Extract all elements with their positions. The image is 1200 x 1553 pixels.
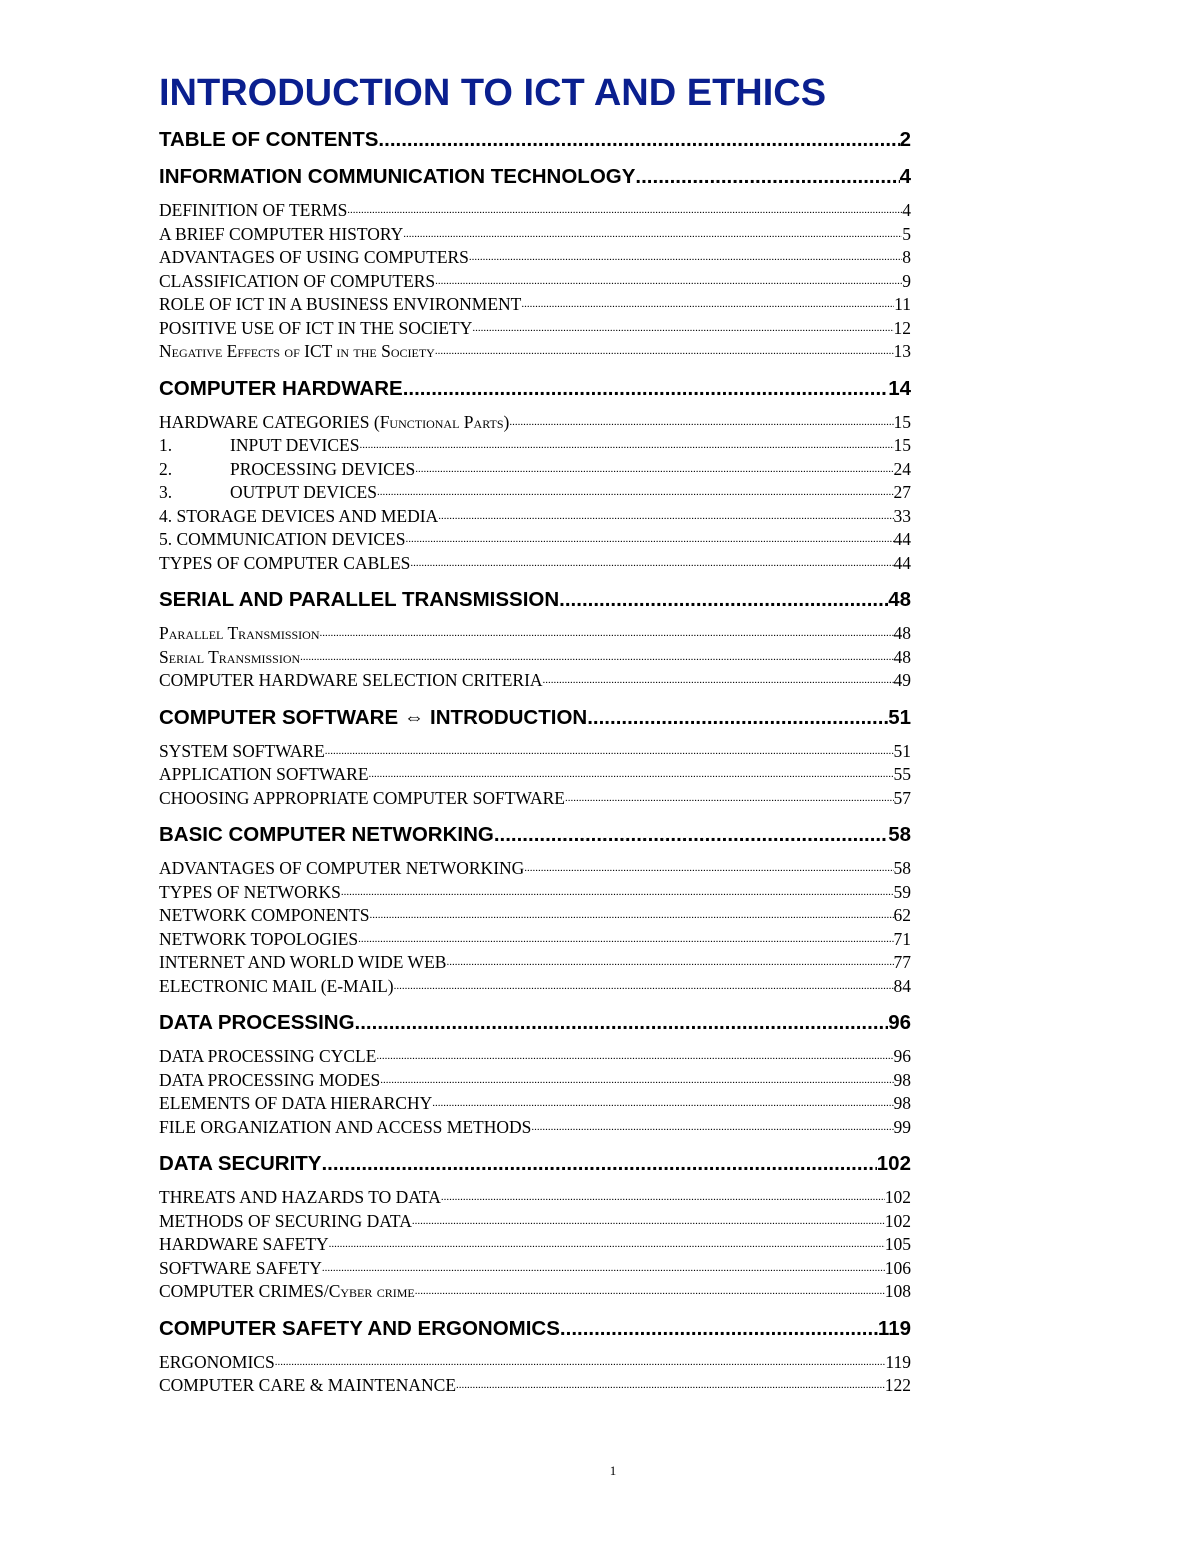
toc-page-number: 44 xyxy=(893,529,911,549)
toc-entry-title xyxy=(159,165,635,189)
toc-entry-title xyxy=(159,128,378,152)
toc-subentry[interactable] xyxy=(159,763,911,787)
dot-leader xyxy=(415,1280,885,1304)
dot-leader xyxy=(410,552,893,576)
toc-entry-title xyxy=(159,377,403,401)
toc-subentry[interactable] xyxy=(159,1374,911,1398)
toc-page-number: 14 xyxy=(888,376,911,400)
toc-subentry[interactable] xyxy=(159,528,911,552)
dot-leader xyxy=(325,740,894,764)
toc-entry-text: HARDWARE SAFETY xyxy=(159,1234,329,1254)
dot-leader xyxy=(394,975,894,999)
toc-entry-text: FILE ORGANIZATION AND ACCESS METHODS xyxy=(159,1116,532,1137)
toc-entry-text: DATA SECURITY xyxy=(159,1152,322,1175)
toc-subentry[interactable] xyxy=(159,975,911,999)
toc-entry-text: METHODS OF SECURING DATA xyxy=(159,1210,412,1231)
toc-entry-number: 3. xyxy=(159,482,173,502)
toc-subentry[interactable] xyxy=(159,622,911,646)
toc-entry-title xyxy=(159,1045,376,1069)
toc-entry-title xyxy=(159,669,543,693)
toc-entry-text-suffix: ) xyxy=(503,411,510,432)
dot-leader xyxy=(435,340,894,364)
dot-leader xyxy=(438,505,893,529)
toc-page-number: 59 xyxy=(893,881,911,902)
toc-entry-title xyxy=(159,1116,531,1140)
dot-leader xyxy=(412,1210,885,1234)
toc-page-number: 12 xyxy=(893,317,911,338)
toc-page xyxy=(159,70,911,1398)
dot-leader xyxy=(559,588,888,612)
toc-entry-title xyxy=(159,588,559,612)
toc-page-number: 96 xyxy=(893,1046,911,1066)
toc-page-number: 48 xyxy=(893,646,911,667)
toc-subentry[interactable] xyxy=(159,1069,911,1093)
dot-leader xyxy=(378,128,899,152)
toc-entry-title xyxy=(159,1011,355,1035)
dot-leader xyxy=(446,951,893,975)
toc-page-number: 106 xyxy=(884,1257,911,1278)
dot-leader xyxy=(405,528,893,552)
toc-entry-text: Negative Effects of ICT in the Society xyxy=(159,341,435,361)
toc-subentry[interactable] xyxy=(159,1045,911,1069)
toc-subentry[interactable] xyxy=(159,1280,911,1304)
toc-page-number: 24 xyxy=(893,458,911,479)
dot-leader xyxy=(369,763,894,787)
toc-entry-title xyxy=(159,223,403,247)
toc-entry-title xyxy=(159,1092,432,1116)
dot-leader xyxy=(494,823,888,847)
toc-entry-title xyxy=(159,505,438,529)
toc-subentry[interactable] xyxy=(159,1116,911,1140)
toc-entry-text: SERIAL AND PARALLEL TRANSMISSION xyxy=(159,588,560,611)
toc-entry-title xyxy=(159,1257,322,1281)
toc-entry-text: HARDWARE CATEGORIES ( xyxy=(159,411,380,432)
dot-leader xyxy=(300,646,893,670)
toc-page-number: 15 xyxy=(893,411,911,432)
toc-subentry[interactable] xyxy=(159,293,911,317)
toc-subentry[interactable] xyxy=(159,904,911,928)
toc-page-number: 55 xyxy=(893,764,911,784)
dot-leader xyxy=(469,246,902,270)
dot-leader xyxy=(380,1069,893,1093)
toc-entry-text: COMPUTER HARDWARE xyxy=(159,376,403,400)
toc-entry-text: APPLICATION SOFTWARE xyxy=(159,764,369,784)
toc-entry-text: ELEMENTS OF DATA HIERARCHY xyxy=(159,1093,433,1113)
toc-page-number: 96 xyxy=(888,1011,911,1034)
toc-entry-title xyxy=(159,787,565,811)
toc-subentry[interactable] xyxy=(159,340,911,364)
toc-entry-title xyxy=(159,1280,415,1304)
toc-entry-text: SYSTEM SOFTWARE xyxy=(159,740,325,761)
toc-subentry[interactable] xyxy=(159,787,911,811)
dot-leader xyxy=(531,1116,893,1140)
dot-leader xyxy=(472,317,893,341)
toc-entry-title xyxy=(159,823,494,847)
toc-entry-text: OUTPUT DEVICES xyxy=(230,482,377,502)
toc-subentry[interactable] xyxy=(159,1257,911,1281)
toc-entry-text: DEFINITION OF TERMS xyxy=(159,200,348,220)
toc-subentry[interactable] xyxy=(159,458,911,482)
toc-subentry[interactable] xyxy=(159,669,911,693)
toc-subentry[interactable] xyxy=(159,434,911,458)
toc-page-number: 4 xyxy=(902,200,911,220)
toc-entry-text: COMPUTER CARE & MAINTENANCE xyxy=(159,1375,457,1395)
toc-subentry[interactable] xyxy=(159,223,911,247)
dot-leader xyxy=(509,411,893,435)
toc-entry-text: SOFTWARE SAFETY xyxy=(159,1257,322,1278)
toc-subentry[interactable] xyxy=(159,552,911,576)
toc-entry-text: CLASSIFICATION OF COMPUTERS xyxy=(159,270,436,291)
dot-leader xyxy=(376,1045,893,1069)
toc-entry-text: DATA PROCESSING MODES xyxy=(159,1069,381,1090)
toc-entry-text: 4. STORAGE DEVICES AND MEDIA xyxy=(159,505,439,526)
toc-entry-title xyxy=(159,1186,441,1210)
toc-heading-entry[interactable] xyxy=(159,1152,911,1176)
toc-page-number: 102 xyxy=(876,1152,911,1175)
toc-entry-title xyxy=(159,270,435,294)
toc-page-number: 122 xyxy=(884,1375,911,1395)
toc-page-number: 27 xyxy=(893,482,911,502)
toc-heading-entry[interactable] xyxy=(159,377,911,401)
toc-entry-text: COMPUTER CRIMES/ xyxy=(159,1281,329,1301)
toc-subentry[interactable] xyxy=(159,270,911,294)
toc-heading-entry[interactable] xyxy=(159,128,911,152)
toc-entry-title xyxy=(159,528,405,552)
toc-entry-title xyxy=(159,975,394,999)
dot-leader xyxy=(329,1233,885,1257)
dot-leader xyxy=(341,881,894,905)
toc-page-number: 2 xyxy=(899,128,911,151)
toc-subentry[interactable] xyxy=(159,1351,911,1375)
toc-subentry[interactable] xyxy=(159,246,911,270)
toc-page-number: 108 xyxy=(884,1281,911,1301)
toc-subentry[interactable] xyxy=(159,317,911,341)
dot-leader xyxy=(355,1011,889,1035)
toc-heading-entry[interactable] xyxy=(159,588,911,612)
toc-entry-title xyxy=(159,293,521,317)
dot-leader xyxy=(403,223,902,247)
toc-page-number: 98 xyxy=(893,1069,911,1090)
toc-entry-title xyxy=(159,857,524,881)
dot-leader xyxy=(456,1374,885,1398)
toc-page-number: 84 xyxy=(893,975,911,996)
toc-entry-title xyxy=(159,928,358,952)
toc-page-number: 71 xyxy=(893,928,911,949)
toc-subentry[interactable] xyxy=(159,199,911,223)
toc-entry-title xyxy=(159,881,341,905)
toc-subentry[interactable] xyxy=(159,411,911,435)
toc-entry-text: TYPES OF NETWORKS xyxy=(159,881,341,902)
toc-entry-title xyxy=(159,1069,380,1093)
toc-page-number: 119 xyxy=(885,1351,911,1372)
dot-leader xyxy=(275,1351,886,1375)
toc-entry-title xyxy=(159,552,410,576)
toc-entry-number: 1. xyxy=(159,435,173,455)
toc-entry-title xyxy=(159,1210,412,1234)
toc-entry-text: NETWORK COMPONENTS xyxy=(159,905,370,925)
toc-page-number: 9 xyxy=(902,270,911,291)
dot-leader xyxy=(565,787,894,811)
toc-heading-entry[interactable] xyxy=(159,706,911,730)
toc-subentry[interactable] xyxy=(159,881,911,905)
toc-entry-text: PROCESSING DEVICES xyxy=(230,458,416,479)
toc-entry-text: COMPUTER SOFTWARE ⇔ INTRODUCTION xyxy=(159,705,588,729)
toc-subentry[interactable] xyxy=(159,1210,911,1234)
toc-page-number: 11 xyxy=(894,294,911,314)
toc-entry-title xyxy=(159,1233,329,1257)
toc-page-number: 51 xyxy=(893,740,911,761)
toc-page-number: 49 xyxy=(893,670,911,690)
toc-entry-text: BASIC COMPUTER NETWORKING xyxy=(159,823,494,846)
toc-entry-title xyxy=(159,340,435,364)
toc-entry-text: ADVANTAGES OF USING COMPUTERS xyxy=(159,247,469,267)
toc-page-number: 51 xyxy=(888,705,911,729)
toc-entry-text: 5. COMMUNICATION DEVICES xyxy=(159,529,406,549)
dot-leader xyxy=(322,1257,885,1281)
dot-leader xyxy=(415,458,893,482)
toc-page-number: 15 xyxy=(893,435,911,455)
dot-leader xyxy=(521,293,894,317)
toc-entry-text: TYPES OF COMPUTER CABLES xyxy=(159,552,411,573)
toc-entry-text-smallcaps: Functional Parts xyxy=(379,411,504,432)
toc-page-number: 102 xyxy=(884,1210,911,1231)
toc-entry-title xyxy=(159,763,369,787)
toc-page-number: 5 xyxy=(902,223,911,244)
toc-entry-text: COMPUTER HARDWARE SELECTION CRITERIA xyxy=(159,670,543,690)
toc-entry-title xyxy=(159,1374,456,1398)
toc-page-number: 48 xyxy=(888,588,911,611)
toc-entry-text: COMPUTER SAFETY AND ERGONOMICS xyxy=(159,1316,560,1340)
toc-entry-text: ELECTRONIC MAIL (E-MAIL) xyxy=(159,975,394,996)
toc-heading-entry[interactable] xyxy=(159,1011,911,1035)
dot-leader xyxy=(359,434,893,458)
toc-page-number: 8 xyxy=(902,247,911,267)
toc-entry-text: CHOOSING APPROPRIATE COMPUTER SOFTWARE xyxy=(159,787,565,808)
dot-leader xyxy=(560,1317,878,1341)
toc-page-number: 48 xyxy=(893,623,911,643)
toc-subentry[interactable] xyxy=(159,1233,911,1257)
toc-subentry[interactable] xyxy=(159,1186,911,1210)
toc-page-number: 77 xyxy=(893,952,911,972)
toc-subentry[interactable] xyxy=(159,951,911,975)
toc-entry-text: ROLE OF ICT IN A BUSINESS ENVIRONMENT xyxy=(159,294,522,314)
toc-entry-text: Parallel Transmission xyxy=(159,623,320,643)
toc-entry-title xyxy=(159,411,509,435)
dot-leader xyxy=(321,1152,876,1176)
toc-entry-text: DATA PROCESSING CYCLE xyxy=(159,1046,377,1066)
toc-subentry[interactable] xyxy=(159,928,911,952)
toc-subentry[interactable] xyxy=(159,740,911,764)
dot-leader xyxy=(370,904,894,928)
toc-page-number: 99 xyxy=(893,1116,911,1137)
toc-entry-text: INFORMATION COMMUNICATION TECHNOLOGY xyxy=(159,165,636,188)
dot-leader xyxy=(377,481,894,505)
toc-page-number: 33 xyxy=(893,505,911,526)
dot-leader xyxy=(403,377,888,401)
toc-entry-text: THREATS AND HAZARDS TO DATA xyxy=(159,1187,441,1207)
toc-entry-text: TABLE OF CONTENTS xyxy=(159,128,379,151)
toc-entry-text-smallcaps: Cyber crime xyxy=(328,1281,415,1301)
dot-leader xyxy=(587,706,888,730)
toc-subentry[interactable] xyxy=(159,1092,911,1116)
dot-leader xyxy=(635,165,899,189)
toc-entry-title xyxy=(159,646,300,670)
toc-entry-title xyxy=(159,622,320,646)
toc-entry-text: Serial Transmission xyxy=(159,646,301,667)
dot-leader xyxy=(435,270,902,294)
dot-leader xyxy=(358,928,893,952)
toc-entry-title xyxy=(159,904,370,928)
toc-entry-title xyxy=(159,317,472,341)
dot-leader xyxy=(543,669,894,693)
document-title: INTRODUCTION TO ICT AND ETHICS xyxy=(159,72,827,114)
toc-entry-text: INTERNET AND WORLD WIDE WEB xyxy=(159,952,447,972)
toc-page-number: 4 xyxy=(899,165,911,188)
toc-page-number: 102 xyxy=(884,1187,911,1207)
toc-entry-text: POSITIVE USE OF ICT IN THE SOCIETY xyxy=(159,317,473,338)
toc-entry-number: 2. xyxy=(159,458,173,479)
toc-page-number: 62 xyxy=(893,905,911,925)
toc-subentry[interactable] xyxy=(159,646,911,670)
toc-entry-title xyxy=(159,706,587,730)
toc-entry-title xyxy=(159,458,415,482)
toc-page-number: 44 xyxy=(893,552,911,573)
dot-leader xyxy=(320,622,894,646)
toc-page-number: 13 xyxy=(893,341,911,361)
toc-subentry[interactable] xyxy=(159,857,911,881)
toc-entry-title xyxy=(159,1351,275,1375)
toc-entry-title xyxy=(159,951,446,975)
toc-page-number: 58 xyxy=(888,823,911,846)
toc-entry-text: ERGONOMICS xyxy=(159,1351,275,1372)
toc-entry-text: NETWORK TOPOLOGIES xyxy=(159,928,359,949)
toc-entry-title xyxy=(159,1152,321,1176)
toc-page-number: 105 xyxy=(884,1234,911,1254)
toc-entry-title xyxy=(159,434,359,458)
toc-subentry[interactable] xyxy=(159,505,911,529)
toc-entry-text: DATA PROCESSING xyxy=(159,1011,355,1034)
dot-leader xyxy=(432,1092,893,1116)
dot-leader xyxy=(441,1186,885,1210)
dot-leader xyxy=(524,857,893,881)
toc-entry-title xyxy=(159,199,347,223)
toc-entry-title xyxy=(159,740,325,764)
page-number: 1 xyxy=(609,1463,617,1478)
toc-page-number: 98 xyxy=(893,1093,911,1113)
toc-entry-text: INPUT DEVICES xyxy=(230,435,360,455)
toc-page-number: 119 xyxy=(877,1316,911,1340)
toc-heading-entry[interactable] xyxy=(159,1317,911,1341)
toc-heading-entry[interactable] xyxy=(159,823,911,847)
toc-subentry[interactable] xyxy=(159,481,911,505)
toc-heading-entry[interactable] xyxy=(159,165,911,189)
dot-leader xyxy=(347,199,902,223)
toc-entry-title xyxy=(159,481,377,505)
table-of-contents xyxy=(159,128,911,1398)
toc-page-number: 57 xyxy=(893,787,911,808)
toc-page-number: 58 xyxy=(893,858,911,878)
toc-entry-text: A BRIEF COMPUTER HISTORY xyxy=(159,223,404,244)
toc-entry-text: ADVANTAGES OF COMPUTER NETWORKING xyxy=(159,858,525,878)
toc-entry-title xyxy=(159,246,469,270)
toc-entry-title xyxy=(159,1317,560,1341)
